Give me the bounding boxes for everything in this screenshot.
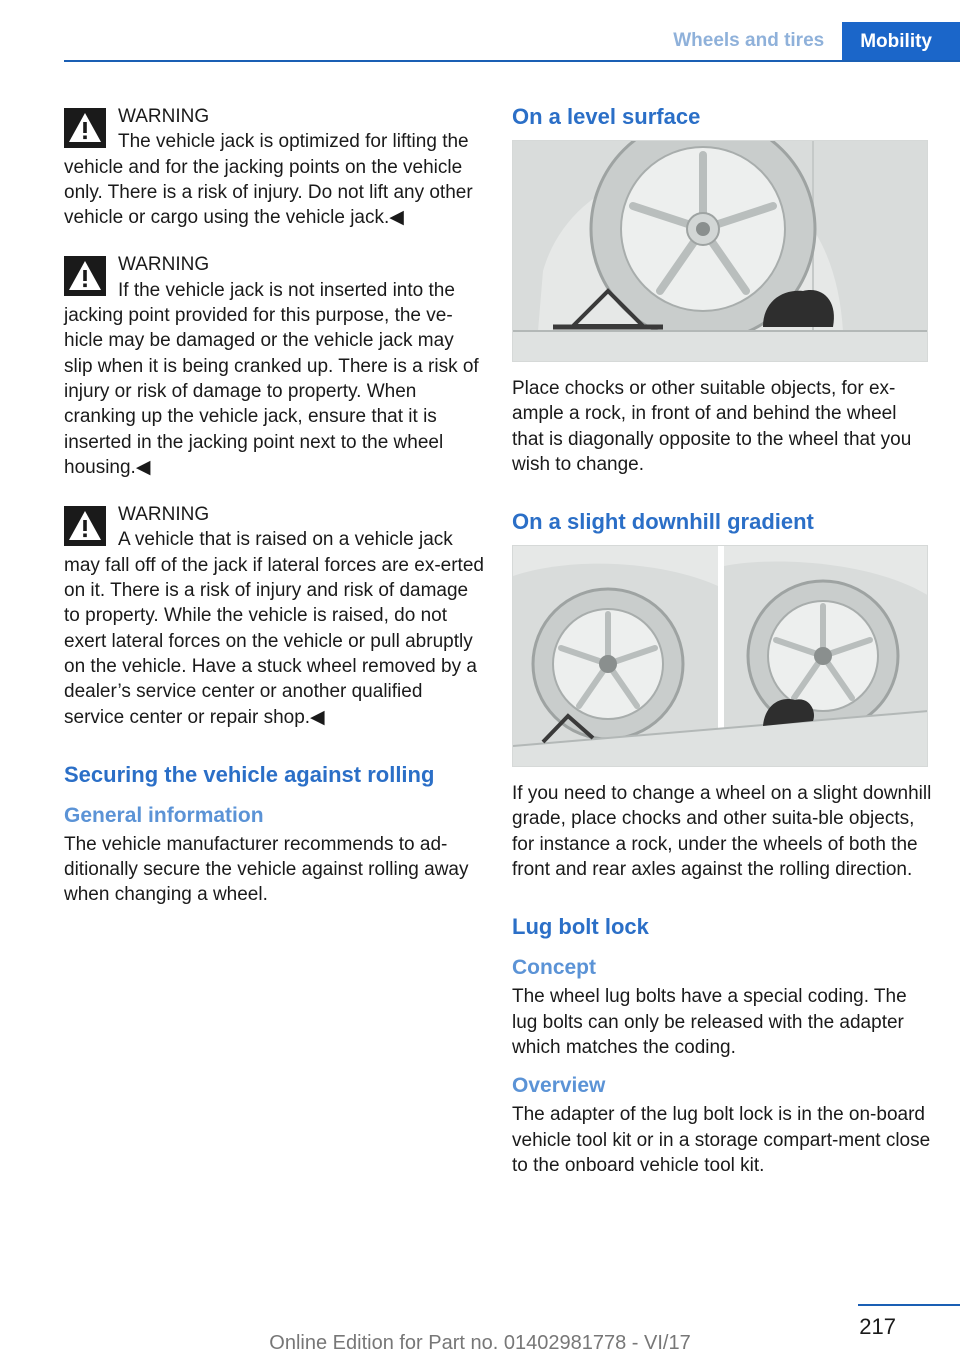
warning-text: The vehicle jack is optimized for lifting the vehicle and for the jacking points on the vehicle only. There is a risk of injury. Do not lift any other vehicle or cargo using the vehicle jack.◀ [64, 131, 473, 229]
warning-triangle-icon [64, 256, 106, 296]
downhill-text: If you need to change a wheel on a slight downhill grade, place chocks and other suita‐ble objects, for instance a rock, under the wheels of both the front and rear axles against the rolling direction. [512, 783, 932, 881]
warning-block [64, 100, 484, 230]
header-rule [64, 60, 960, 62]
subsection-title: General information [64, 803, 264, 827]
car-wheel-jack-illustration [513, 141, 928, 362]
level-surface-text: Place chocks or other suitable objects, for ex‐ample a rock, in front of and behind the wheel that is diagonally opposite to the wheel that you wish to change. [512, 378, 912, 475]
warning-heading: WARNING [118, 254, 210, 276]
downhill-illustration [512, 545, 928, 767]
warning-block [64, 498, 484, 730]
overview-title: Overview [512, 1074, 606, 1098]
car-downhill-illustration [513, 546, 928, 767]
warning-text: A vehicle that is raised on a vehicle jack may fall off of the jack if lateral forces are ex‐erted on it. There is a risk of injury and risk of damage to property. While the vehicle is raised, do not exert lateral forces on the vehicle or pull abruptly on the vehicle. Have a stuck wheel removed by a dealer’s service center or another qualified service center or repair shop.◀ [64, 529, 484, 728]
warning-block [64, 248, 484, 480]
level-surface-title: On a level surface [512, 104, 701, 129]
page-header [64, 22, 960, 62]
right-column [512, 100, 932, 1178]
concept-title: Concept [512, 956, 596, 980]
left-column [64, 100, 484, 908]
warning-heading: WARNING [118, 106, 210, 127]
page-number: 217 [859, 1314, 896, 1339]
chapter-tab: Mobility [842, 22, 960, 62]
overview-text: The adapter of the lug bolt lock is in the on‐board vehicle tool kit or in a storage compart‐ment close to the onboard vehicle tool kit. [512, 1104, 931, 1176]
warning-heading: WARNING [118, 504, 210, 526]
warning-text: If the vehicle jack is not inserted into the jacking point provided for this purpose, the ve‐hicle may be damaged or the vehicle jack may slip when it is being cranked up. There is a risk of injury or risk of damage to property. When cranking up the vehicle jack, ensure that it is inserted in the jacking point next to the wheel housing.◀ [64, 279, 479, 478]
section-title: Securing the vehicle against rolling [64, 761, 435, 787]
edition-footer: Online Edition for Part no. 01402981778 - VI/17 [269, 1332, 691, 1354]
lug-bolt-lock-title: Lug bolt lock [512, 914, 649, 940]
footer-rule [858, 1304, 960, 1306]
concept-text: The wheel lug bolts have a special coding. The lug bolts can only be released with the adapter which matches the coding. [512, 986, 907, 1058]
downhill-title: On a slight downhill gradient [512, 509, 814, 535]
warning-triangle-icon [64, 108, 106, 148]
subsection-text: The vehicle manufacturer recommends to ad‐ditionally secure the vehicle against rolling away when changing a wheel. [64, 833, 469, 906]
header-tabs [655, 22, 960, 60]
level-surface-illustration [512, 140, 928, 362]
warning-triangle-icon [64, 506, 106, 546]
section-tab: Wheels and tires [673, 30, 825, 51]
